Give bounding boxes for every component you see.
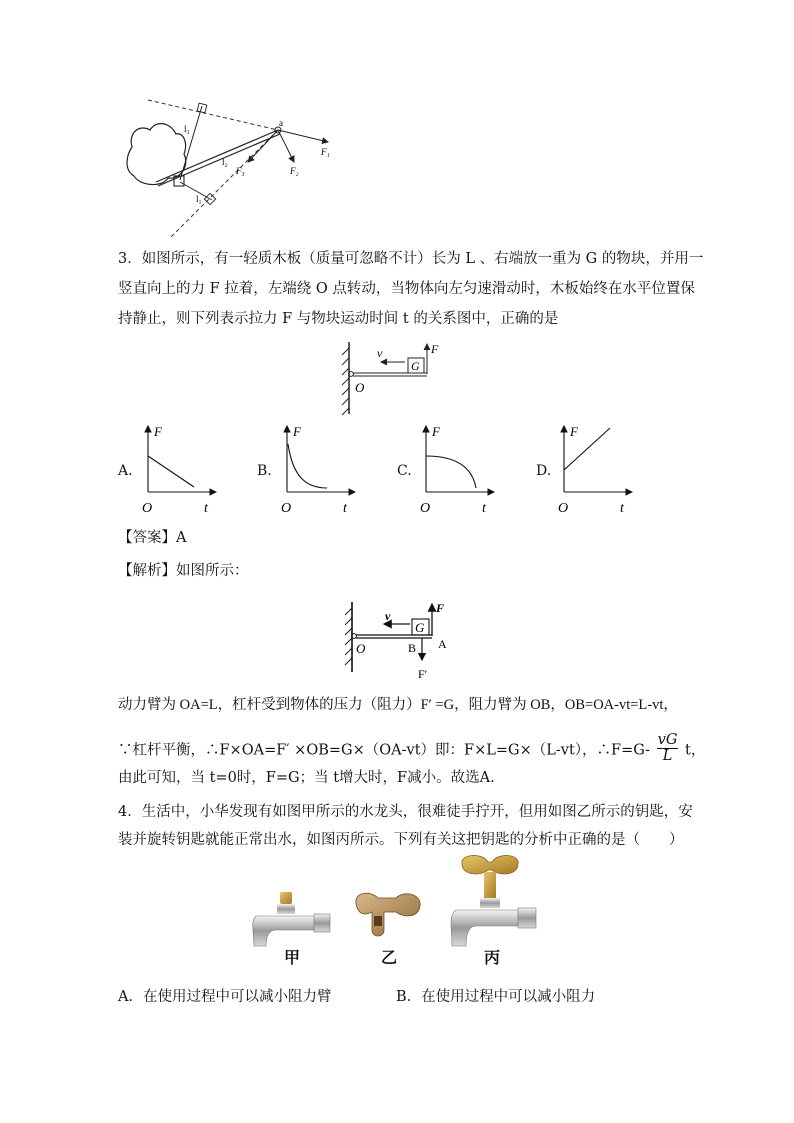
fraction-denominator: L (662, 748, 673, 764)
label-F1: F₁ (321, 147, 330, 157)
label-F2: F₂ (290, 166, 299, 176)
label-v2: v (385, 609, 391, 623)
q4-option-A[interactable]: A．在使用过程中可以减小阻力臂 (118, 989, 332, 1005)
axis-label-t: t (620, 501, 624, 516)
caption-yi: 乙 (381, 948, 398, 967)
answer-label: 【答案】A (118, 530, 187, 546)
axis-label-O: O (281, 501, 292, 516)
option-C-graph (416, 422, 506, 518)
label-Fprime: F′ (418, 667, 428, 681)
caption-bing: 丙 (484, 948, 501, 967)
label-O2: O (356, 641, 366, 656)
axis-label-F: F (570, 424, 578, 439)
curve-linear-decrease (148, 456, 194, 487)
fraction (657, 733, 679, 764)
axis-label-O: O (558, 501, 569, 516)
label-O: O (355, 380, 365, 395)
axis-label-F: F (432, 424, 440, 439)
axis-label-O: O (142, 501, 153, 516)
label-G2: G (415, 620, 425, 635)
q4-option-B[interactable]: B．在使用过程中可以减小阻力 (396, 989, 596, 1005)
option-A-graph (138, 422, 228, 518)
tap-jia-image (246, 888, 332, 948)
analysis-diagram (338, 598, 468, 684)
key-yi-image (350, 886, 426, 940)
tap-bing-image (442, 854, 538, 948)
caption-jia: 甲 (284, 948, 301, 967)
label-l2: l₂ (222, 157, 228, 167)
option-C-letter[interactable]: C. (397, 463, 412, 479)
explanation-line-1: 动力臂为 OA=L，杠杆受到物体的压力（阻力）F′ =G，阻力臂为 OB，OB=OA-vt=L-vt， (118, 697, 678, 713)
q3-line-1: 3．如图所示，有一轻质木板（质量可忽略不计）长为 L 、右端放一重为 G 的物块，并用一 (118, 251, 704, 267)
explanation-line-3: 由此可知，当 t=0时，F=G；当 t增大时，F减小。故选A. (118, 770, 495, 786)
fraction-numerator: vG (657, 732, 678, 748)
q4-line-2: 装并旋转钥匙就能正常出水，如图丙所示。下列有关这把钥匙的分析中正确的是（ ） (118, 832, 684, 848)
label-v: v (377, 346, 383, 360)
option-B-graph (277, 422, 367, 518)
label-F3: F₃ (236, 166, 245, 176)
q3-setup-diagram (335, 338, 465, 416)
q4-line-1: 4．生活中，小华发现有如图甲所示的水龙头，很难徒手拧开，但用如图乙所示的钥匙，安 (118, 804, 693, 820)
curve-hyperbolic-decrease (288, 444, 327, 488)
curve-concave-decrease (426, 456, 476, 488)
option-B-letter[interactable]: B. (257, 463, 272, 479)
label-B: B (408, 641, 417, 655)
axis-label-F: F (154, 424, 162, 439)
rock-shape (127, 124, 186, 185)
label-A: A (438, 637, 447, 651)
explanation-line-2-tail: t， (685, 742, 706, 759)
axis-label-t: t (204, 501, 208, 516)
lever-board (156, 130, 278, 182)
label-l1: l₁ (196, 194, 202, 204)
analysis-label: 【解析】如图所示： (118, 563, 249, 579)
q3-line-2: 竖直向上的力 F 拉着，左端绕 O 点转动，当物体向左匀速滑动时，木板始终在水平位置保 (118, 281, 695, 297)
q3-line-3: 持静止，则下列表示拉力 F 与物块运动时间 t 的关系图中，正确的是 (118, 311, 559, 327)
option-A-letter[interactable]: A. (118, 463, 133, 479)
label-F: F (431, 342, 439, 356)
axis-label-F: F (293, 424, 301, 439)
axis-label-t: t (343, 501, 347, 516)
label-l3: l₃ (184, 124, 190, 134)
explanation-line-2-text: ∵杠杆平衡，∴F×OA=F′ ×OB=G×（OA-vt）即：F×L=G×（L-vt），∴F=G- (118, 742, 651, 759)
label-G: G (411, 359, 420, 373)
axis-label-O: O (420, 501, 431, 516)
option-D-letter[interactable]: D. (536, 463, 552, 479)
label-a: a (279, 118, 283, 128)
axis-label-t: t (482, 501, 486, 516)
label-F2: F (436, 601, 445, 615)
lever-force-diagram (118, 92, 348, 242)
explanation-line-2 (118, 732, 706, 766)
option-D-graph (554, 422, 644, 518)
